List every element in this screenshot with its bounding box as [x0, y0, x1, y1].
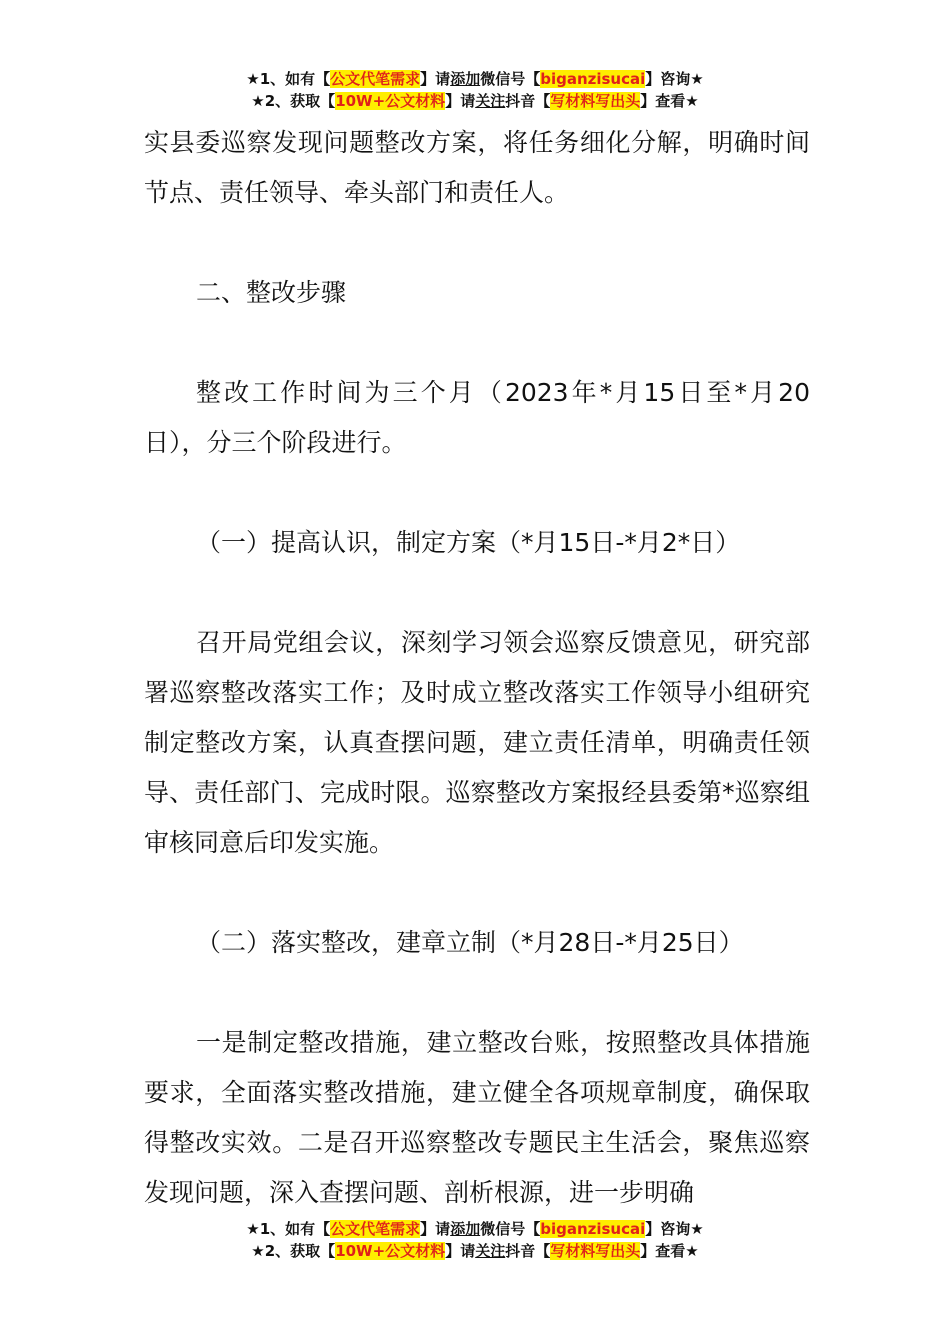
- highlight-text: 10W+公文材料: [335, 1242, 446, 1260]
- paragraph: 整改工作时间为三个月（2023年*月15日至*月20日），分三个阶段进行。: [144, 378, 810, 457]
- promo-line-1: ★1、如有【公文代笔需求】请添加微信号【biganzisucai】咨询★: [246, 1220, 704, 1238]
- paragraph: 一是制定整改措施，建立整改台账，按照整改具体措施要求，全面落实整改措施，建立健全各项规章制度，确保取得整改实效。二是召开巡察整改专题民主生活会，聚焦巡察发现问题，深入查摆问题、剖析根源，进一步明确: [144, 1028, 810, 1207]
- document-body: [144, 118, 810, 1218]
- subsection-heading: （二）落实整改，建章立制（*月28日-*月25日）: [196, 928, 744, 957]
- promo-line-2: ★2、获取【10W+公文材料】请关注抖音【写材料写出头】查看★: [251, 92, 699, 110]
- douyin-id: 写材料写出头: [550, 1242, 641, 1260]
- douyin-id: 写材料写出头: [550, 92, 641, 110]
- promo-banner-top: [0, 68, 950, 112]
- promo-banner-bottom: [0, 1218, 950, 1262]
- paragraph: 实县委巡察发现问题整改方案，将任务细化分解，明确时间节点、责任领导、牵头部门和责任人。: [144, 128, 810, 207]
- highlight-text: 10W+公文材料: [335, 92, 446, 110]
- highlight-text: 公文代笔需求: [330, 1220, 421, 1238]
- subsection-heading: （一）提高认识，制定方案（*月15日-*月2*日）: [196, 528, 741, 557]
- section-heading: 二、整改步骤: [196, 278, 347, 307]
- promo-line-2: ★2、获取【10W+公文材料】请关注抖音【写材料写出头】查看★: [251, 1242, 699, 1260]
- wechat-id: biganzisucai: [540, 1220, 646, 1238]
- highlight-text: 公文代笔需求: [330, 70, 421, 88]
- wechat-id: biganzisucai: [540, 70, 646, 88]
- paragraph: 召开局党组会议，深刻学习领会巡察反馈意见，研究部署巡察整改落实工作；及时成立整改落实工作领导小组研究制定整改方案，认真查摆问题，建立责任清单，明确责任领导、责任部门、完成时限。巡察整改方案报经县委第*巡察组审核同意后印发实施。: [144, 628, 810, 857]
- promo-line-1: ★1、如有【公文代笔需求】请添加微信号【biganzisucai】咨询★: [246, 70, 704, 88]
